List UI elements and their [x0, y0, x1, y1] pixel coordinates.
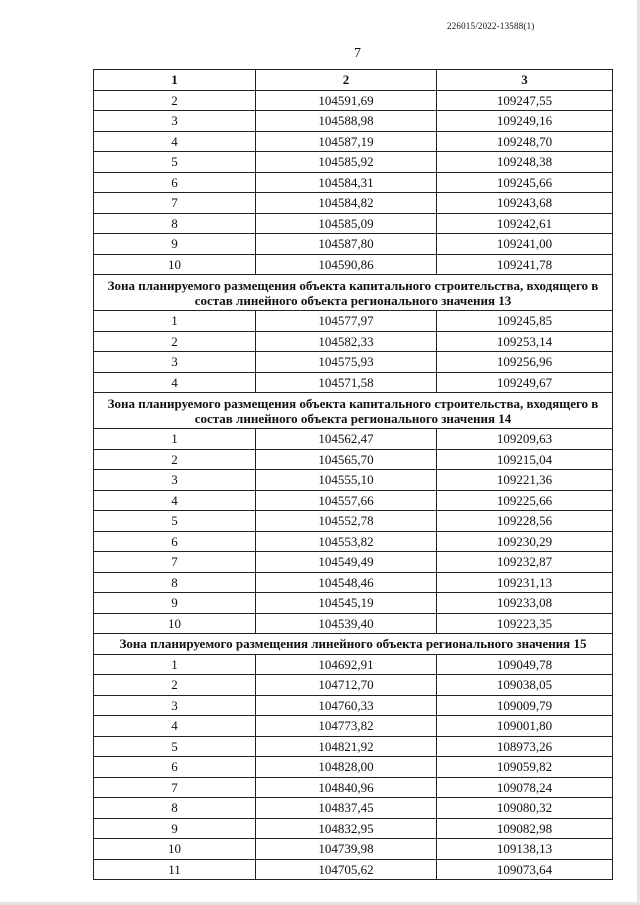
y-coordinate-cell: 108973,26 [437, 736, 613, 757]
x-coordinate-cell: 104828,00 [256, 757, 437, 778]
table-row [94, 490, 613, 511]
point-number-cell: 4 [94, 131, 256, 152]
x-coordinate-cell: 104552,78 [256, 511, 437, 532]
x-coordinate-cell: 104545,19 [256, 593, 437, 614]
y-coordinate-cell: 109001,80 [437, 716, 613, 737]
table-row [94, 311, 613, 332]
y-coordinate-cell: 109223,35 [437, 613, 613, 634]
table-row [94, 593, 613, 614]
y-coordinate-cell: 109225,66 [437, 490, 613, 511]
point-number-cell: 2 [94, 675, 256, 696]
point-number-cell: 3 [94, 111, 256, 132]
x-coordinate-cell: 104565,70 [256, 449, 437, 470]
x-coordinate-cell: 104587,80 [256, 234, 437, 255]
point-number-cell: 11 [94, 859, 256, 880]
point-number-cell: 1 [94, 429, 256, 450]
y-coordinate-cell: 109245,66 [437, 172, 613, 193]
table-row [94, 736, 613, 757]
table-body [94, 90, 613, 880]
x-coordinate-cell: 104548,46 [256, 572, 437, 593]
point-number-cell: 4 [94, 372, 256, 393]
table-header-row [94, 70, 613, 91]
table-row [94, 613, 613, 634]
y-coordinate-cell: 109009,79 [437, 695, 613, 716]
zone-heading: Зона планируемого размещения объекта капитального строительства, входящего в состав линейного объекта регионального значения 13 [94, 275, 613, 311]
x-coordinate-cell: 104705,62 [256, 859, 437, 880]
table-row [94, 839, 613, 860]
point-number-cell: 7 [94, 777, 256, 798]
page-number: 7 [354, 46, 361, 61]
table-row [94, 111, 613, 132]
y-coordinate-cell: 109073,64 [437, 859, 613, 880]
y-coordinate-cell: 109078,24 [437, 777, 613, 798]
point-number-cell: 10 [94, 839, 256, 860]
table-row [94, 757, 613, 778]
point-number-cell: 9 [94, 818, 256, 839]
x-coordinate-cell: 104590,86 [256, 254, 437, 275]
point-number-cell: 3 [94, 470, 256, 491]
point-number-cell: 5 [94, 152, 256, 173]
point-number-cell: 5 [94, 736, 256, 757]
y-coordinate-cell: 109248,70 [437, 131, 613, 152]
x-coordinate-cell: 104539,40 [256, 613, 437, 634]
x-coordinate-cell: 104584,31 [256, 172, 437, 193]
point-number-cell: 10 [94, 613, 256, 634]
x-coordinate-cell: 104553,82 [256, 531, 437, 552]
x-coordinate-cell: 104584,82 [256, 193, 437, 214]
table-row [94, 716, 613, 737]
x-coordinate-cell: 104562,47 [256, 429, 437, 450]
point-number-cell: 4 [94, 490, 256, 511]
x-coordinate-cell: 104832,95 [256, 818, 437, 839]
x-coordinate-cell: 104821,92 [256, 736, 437, 757]
table-row [94, 172, 613, 193]
y-coordinate-cell: 109233,08 [437, 593, 613, 614]
point-number-cell: 6 [94, 172, 256, 193]
x-coordinate-cell: 104692,91 [256, 654, 437, 675]
table-row [94, 511, 613, 532]
zone-heading-row [94, 275, 613, 311]
table-row [94, 90, 613, 111]
table-row [94, 429, 613, 450]
zone-heading: Зона планируемого размещения объекта капитального строительства, входящего в состав линейного объекта регионального значения 14 [94, 393, 613, 429]
x-coordinate-cell: 104575,93 [256, 352, 437, 373]
x-coordinate-cell: 104773,82 [256, 716, 437, 737]
table-row [94, 552, 613, 573]
x-coordinate-cell: 104571,58 [256, 372, 437, 393]
x-coordinate-cell: 104712,70 [256, 675, 437, 696]
y-coordinate-cell: 109080,32 [437, 798, 613, 819]
table-row [94, 818, 613, 839]
point-number-cell: 6 [94, 531, 256, 552]
y-coordinate-cell: 109209,63 [437, 429, 613, 450]
table-row [94, 152, 613, 173]
point-number-cell: 3 [94, 695, 256, 716]
y-coordinate-cell: 109241,78 [437, 254, 613, 275]
point-number-cell: 1 [94, 311, 256, 332]
point-number-cell: 2 [94, 331, 256, 352]
table-row [94, 675, 613, 696]
table-row [94, 654, 613, 675]
table-row [94, 331, 613, 352]
table-row [94, 372, 613, 393]
point-number-cell: 6 [94, 757, 256, 778]
y-coordinate-cell: 109230,29 [437, 531, 613, 552]
point-number-cell: 3 [94, 352, 256, 373]
table-row [94, 449, 613, 470]
x-coordinate-cell: 104577,97 [256, 311, 437, 332]
table-row [94, 254, 613, 275]
point-number-cell: 7 [94, 552, 256, 573]
point-number-cell: 8 [94, 572, 256, 593]
y-coordinate-cell: 109256,96 [437, 352, 613, 373]
y-coordinate-cell: 109247,55 [437, 90, 613, 111]
y-coordinate-cell: 109243,68 [437, 193, 613, 214]
y-coordinate-cell: 109249,16 [437, 111, 613, 132]
x-coordinate-cell: 104549,49 [256, 552, 437, 573]
point-number-cell: 4 [94, 716, 256, 737]
y-coordinate-cell: 109228,56 [437, 511, 613, 532]
column-header: 3 [437, 70, 613, 91]
table-row [94, 531, 613, 552]
x-coordinate-cell: 104760,33 [256, 695, 437, 716]
x-coordinate-cell: 104585,92 [256, 152, 437, 173]
x-coordinate-cell: 104557,66 [256, 490, 437, 511]
coordinates-table [93, 69, 613, 880]
point-number-cell: 10 [94, 254, 256, 275]
point-number-cell: 2 [94, 90, 256, 111]
x-coordinate-cell: 104585,09 [256, 213, 437, 234]
point-number-cell: 9 [94, 593, 256, 614]
column-header: 1 [94, 70, 256, 91]
y-coordinate-cell: 109242,61 [437, 213, 613, 234]
point-number-cell: 7 [94, 193, 256, 214]
y-coordinate-cell: 109241,00 [437, 234, 613, 255]
y-coordinate-cell: 109231,13 [437, 572, 613, 593]
y-coordinate-cell: 109059,82 [437, 757, 613, 778]
point-number-cell: 9 [94, 234, 256, 255]
zone-heading: Зона планируемого размещения линейного объекта регионального значения 15 [94, 634, 613, 655]
y-coordinate-cell: 109215,04 [437, 449, 613, 470]
column-header: 2 [256, 70, 437, 91]
y-coordinate-cell: 109249,67 [437, 372, 613, 393]
table-row [94, 859, 613, 880]
y-coordinate-cell: 109138,13 [437, 839, 613, 860]
point-number-cell: 8 [94, 798, 256, 819]
table-row [94, 193, 613, 214]
table-row [94, 470, 613, 491]
y-coordinate-cell: 109248,38 [437, 152, 613, 173]
x-coordinate-cell: 104840,96 [256, 777, 437, 798]
y-coordinate-cell: 109038,05 [437, 675, 613, 696]
point-number-cell: 1 [94, 654, 256, 675]
y-coordinate-cell: 109245,85 [437, 311, 613, 332]
document-number: 226015/2022-13588(1) [447, 21, 535, 31]
y-coordinate-cell: 109221,36 [437, 470, 613, 491]
point-number-cell: 8 [94, 213, 256, 234]
x-coordinate-cell: 104588,98 [256, 111, 437, 132]
x-coordinate-cell: 104837,45 [256, 798, 437, 819]
point-number-cell: 5 [94, 511, 256, 532]
y-coordinate-cell: 109082,98 [437, 818, 613, 839]
x-coordinate-cell: 104587,19 [256, 131, 437, 152]
table-row [94, 777, 613, 798]
x-coordinate-cell: 104555,10 [256, 470, 437, 491]
table-row [94, 695, 613, 716]
table-row [94, 798, 613, 819]
x-coordinate-cell: 104582,33 [256, 331, 437, 352]
x-coordinate-cell: 104591,69 [256, 90, 437, 111]
table-row [94, 352, 613, 373]
y-coordinate-cell: 109232,87 [437, 552, 613, 573]
table-row [94, 572, 613, 593]
table-row [94, 234, 613, 255]
zone-heading-row [94, 634, 613, 655]
point-number-cell: 2 [94, 449, 256, 470]
x-coordinate-cell: 104739,98 [256, 839, 437, 860]
y-coordinate-cell: 109253,14 [437, 331, 613, 352]
y-coordinate-cell: 109049,78 [437, 654, 613, 675]
table-row [94, 131, 613, 152]
zone-heading-row [94, 393, 613, 429]
table-row [94, 213, 613, 234]
